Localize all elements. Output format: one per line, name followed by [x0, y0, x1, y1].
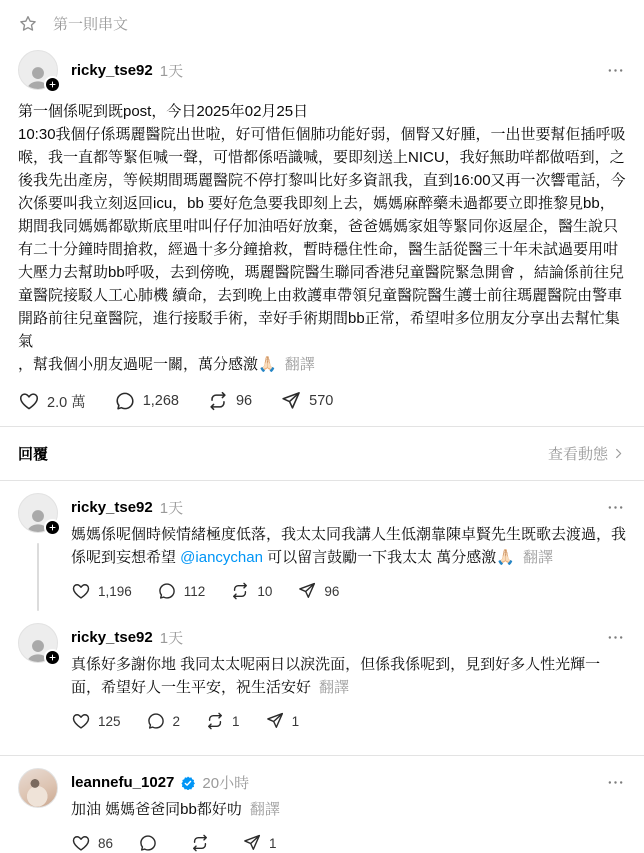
- translate-link[interactable]: 翻譯: [249, 801, 280, 818]
- share-icon: [297, 581, 317, 601]
- comment-button[interactable]: [114, 390, 179, 412]
- comment-count: 112: [183, 583, 206, 599]
- reply-timestamp: 1天: [159, 500, 184, 517]
- heart-icon: [71, 581, 91, 601]
- translate-link[interactable]: 翻譯: [284, 356, 315, 373]
- post-text-line: [18, 353, 626, 376]
- verified-badge-icon: [181, 776, 195, 790]
- avatar[interactable]: [18, 493, 58, 533]
- repost-count: 10: [257, 583, 273, 599]
- post-action-bar: [0, 376, 644, 412]
- heart-icon: [18, 390, 40, 412]
- avatar[interactable]: [18, 768, 58, 808]
- heart-icon: [71, 711, 91, 731]
- chevron-right-icon: [611, 446, 626, 461]
- repost-button[interactable]: [205, 711, 240, 731]
- share-button[interactable]: [265, 711, 300, 731]
- repost-icon: [190, 833, 210, 853]
- reply-item: [0, 756, 644, 853]
- share-count: 570: [309, 393, 334, 409]
- like-count: 2.0 萬: [47, 394, 86, 411]
- more-options-icon[interactable]: [605, 495, 626, 520]
- star-icon[interactable]: [18, 14, 38, 34]
- repost-button[interactable]: [230, 581, 272, 601]
- post-name-row: [71, 58, 626, 83]
- follow-plus-badge[interactable]: [44, 519, 61, 536]
- reply-text-segment: 加油 媽媽爸爸同bb都好叻: [71, 801, 242, 818]
- reply-name-row: [71, 770, 626, 795]
- share-count: 1: [291, 713, 300, 729]
- replies-title: 回覆: [18, 446, 49, 463]
- main-post: [0, 42, 644, 412]
- mention-link[interactable]: @iancychan: [180, 549, 263, 566]
- share-count: 96: [324, 583, 340, 599]
- like-button[interactable]: [71, 581, 132, 601]
- post-text-line: 10:30我個仔係瑪麗醫院出世啦，好可惜佢個肺功能好弱，個腎又好腫，一出世要幫佢插呼吸喉，我一直都等緊佢喊一聲，可惜都係唔識喊，要即刻送上NICU，我好無助咩都做唔到，之後我先出產房，等候期間瑪麗醫院不停打黎叫比好多資訊我，直到16:00又再一次響電話，今次係要叫我立刻返回icu，bb 要好危急要我即刻上去，媽媽麻醉藥未過都要立即推黎見bb，期間我同媽媽都歇斯底里咁叫仔仔加油唔好放棄，爸爸媽媽家姐等緊同你返屋企，醫生說只有二十分鐘時間搶救，經過十多分鐘搶救，暫時穩住性命，醫生話從醫三十年未試過要用咁大壓力去幫助bb呼吸，去到傍晚，瑪麗醫院醫生聯同香港兒童醫院緊急開會 ，結論係前往兒童醫院接駁人工心肺機 續命，去到晚上由救護車帶領兒童醫院醫生護士前往瑪麗醫院由警車開路前往兒童醫院，進行接駁手術，幸好手術期間bb正常，希望咁多位朋友分享出去幫忙集氣: [18, 126, 626, 350]
- repost-icon: [230, 581, 250, 601]
- comment-count: 2: [172, 713, 181, 729]
- more-options-icon[interactable]: [605, 770, 626, 795]
- post-header: [0, 42, 644, 90]
- reply-username[interactable]: ricky_tse92: [71, 629, 153, 646]
- heart-icon: [71, 833, 91, 853]
- avatar[interactable]: [18, 50, 58, 90]
- repost-count: 96: [235, 393, 253, 409]
- share-button[interactable]: [242, 833, 277, 853]
- comment-icon: [114, 390, 136, 412]
- share-button[interactable]: [297, 581, 339, 601]
- reply-item: [0, 611, 644, 741]
- like-count: 86: [98, 835, 114, 851]
- reply-item: [0, 481, 644, 611]
- reply-avatar-column: [18, 768, 58, 853]
- reply-text-segment: 真係好多謝你地 我同太太呢兩日以淚洗面，但係我係呢到，見到好多人性光輝一面，希望好人一生平安，祝生活安好: [71, 656, 601, 696]
- reply-username[interactable]: leannefu_1027: [71, 774, 175, 791]
- share-count: 1: [269, 835, 277, 851]
- replies-header: [0, 427, 644, 480]
- reply-action-bar: [71, 569, 626, 601]
- like-button[interactable]: [71, 711, 121, 731]
- reply-text: [71, 523, 626, 569]
- thread-connector-line: [37, 543, 39, 611]
- reply-avatar-column: [18, 623, 58, 741]
- post-timestamp: 1天: [159, 62, 184, 80]
- comment-button[interactable]: [138, 833, 165, 853]
- follow-plus-badge[interactable]: [44, 76, 61, 93]
- reply-text-segment: 可以留言鼓勵一下我太太 萬分感激🙏🏻: [262, 549, 515, 566]
- top-bar: [0, 0, 644, 42]
- avatar-photo: [18, 768, 58, 808]
- share-icon: [280, 390, 302, 412]
- comment-icon: [138, 833, 158, 853]
- like-count: 125: [98, 713, 121, 729]
- follow-plus-badge[interactable]: [44, 649, 61, 666]
- reply-action-bar: [71, 699, 626, 731]
- repost-button[interactable]: [207, 390, 252, 412]
- comment-icon: [146, 711, 166, 731]
- translate-link[interactable]: 翻譯: [522, 549, 553, 566]
- reply-name-row: [71, 495, 626, 520]
- repost-count: 1: [232, 713, 240, 729]
- translate-link[interactable]: 翻譯: [319, 679, 350, 696]
- avatar[interactable]: [18, 623, 58, 663]
- reply-timestamp: 20小時: [202, 775, 250, 792]
- reply-timestamp: 1天: [159, 630, 184, 647]
- like-button[interactable]: [71, 833, 113, 853]
- post-body: [0, 90, 644, 376]
- reply-text: [71, 798, 626, 821]
- comment-button[interactable]: [146, 711, 181, 731]
- post-username[interactable]: ricky_tse92: [71, 61, 153, 79]
- repost-button[interactable]: [190, 833, 217, 853]
- view-activity-label: 查看動態: [547, 446, 608, 463]
- more-options-icon[interactable]: [605, 625, 626, 650]
- share-icon: [265, 711, 285, 731]
- share-button[interactable]: [280, 390, 333, 412]
- comment-count: 1,268: [142, 393, 179, 409]
- reply-text: [71, 653, 626, 699]
- repost-icon: [207, 390, 229, 412]
- more-options-icon[interactable]: [605, 58, 626, 83]
- share-icon: [242, 833, 262, 853]
- post-text-line: 第一個係呢到既post，今日2025年02月25日: [18, 103, 309, 120]
- reply-action-bar: [71, 821, 626, 853]
- page-title: 第一則串文: [53, 16, 129, 33]
- reply-username[interactable]: ricky_tse92: [71, 499, 153, 516]
- like-count: 1,196: [98, 583, 132, 599]
- reply-text-segment: 媽媽係呢個時候情緒極度低落，我太太同我講人生低潮靠陳卓賢先生既歌去渡過，我係呢到妄想希望: [71, 526, 627, 566]
- like-button[interactable]: [18, 390, 86, 412]
- post-text-tail: ，幫我個小朋友過呢一關，萬分感激🙏🏻: [18, 356, 277, 373]
- comment-button[interactable]: [157, 581, 206, 601]
- comment-icon: [157, 581, 177, 601]
- repost-icon: [205, 711, 225, 731]
- view-activity-link[interactable]: [548, 443, 626, 464]
- reply-avatar-column: [18, 493, 58, 611]
- reply-name-row: [71, 625, 626, 650]
